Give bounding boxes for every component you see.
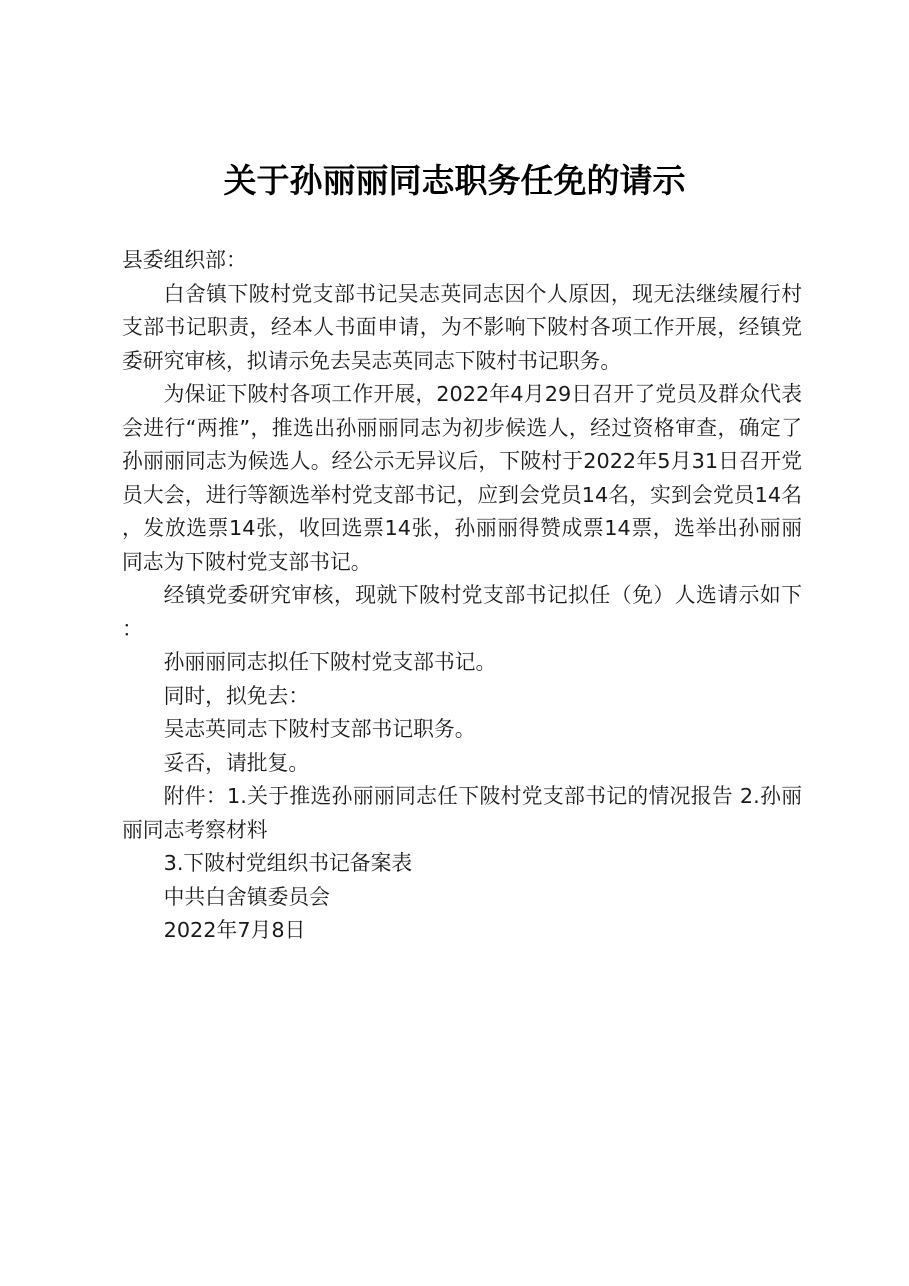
paragraph-2: 为保证下陂村各项工作开展，2022年4月29日召开了党员及群众代表会进行“两推”，推选出孙丽丽同志为初步候选人，经过资格审查，确定了孙丽丽同志为候选人。经公示无异议后，下陂村于2022年5月31日召开党员大会，进行等额选举村党支部书记，应到会党员14名，实到会党员14名，发放选票14张，收回选票14张，孙丽丽得赞成票14票，选举出孙丽丽同志为下陂村党支部书记。	[122, 382, 802, 574]
attachment-3: 3.下陂村党组织书记备案表	[163, 851, 413, 875]
document-body	[122, 244, 802, 948]
attachments: 附件：1.关于推选孙丽丽同志任下陂村党支部书记的情况报告 2.孙丽丽同志考察材料	[122, 784, 802, 842]
issuer: 中共白舍镇委员会	[163, 884, 330, 909]
paragraph-appointment: 孙丽丽同志拟任下陂村党支部书记。	[163, 650, 497, 674]
issue-date: 2022年7月8日	[163, 918, 306, 942]
paragraph-closing: 妥否，请批复。	[163, 750, 310, 775]
paragraph-removal: 吴志英同志下陂村支部书记职务。	[163, 717, 476, 741]
paragraph-removal-intro: 同时，拟免去：	[163, 683, 310, 708]
document-title: 关于孙丽丽同志职务任免的请示	[223, 161, 686, 200]
paragraph-3: 经镇党委研究审核，现就下陂村党支部书记拟任（免）人选请示如下：	[122, 583, 802, 641]
salutation: 县委组织部：	[122, 248, 247, 272]
paragraph-1: 白舍镇下陂村党支部书记吴志英同志因个人原因，现无法继续履行村支部书记职责，经本人书面申请，为不影响下陂村各项工作开展，经镇党委研究审核，拟请示免去吴志英同志下陂村书记职务。	[122, 281, 802, 373]
